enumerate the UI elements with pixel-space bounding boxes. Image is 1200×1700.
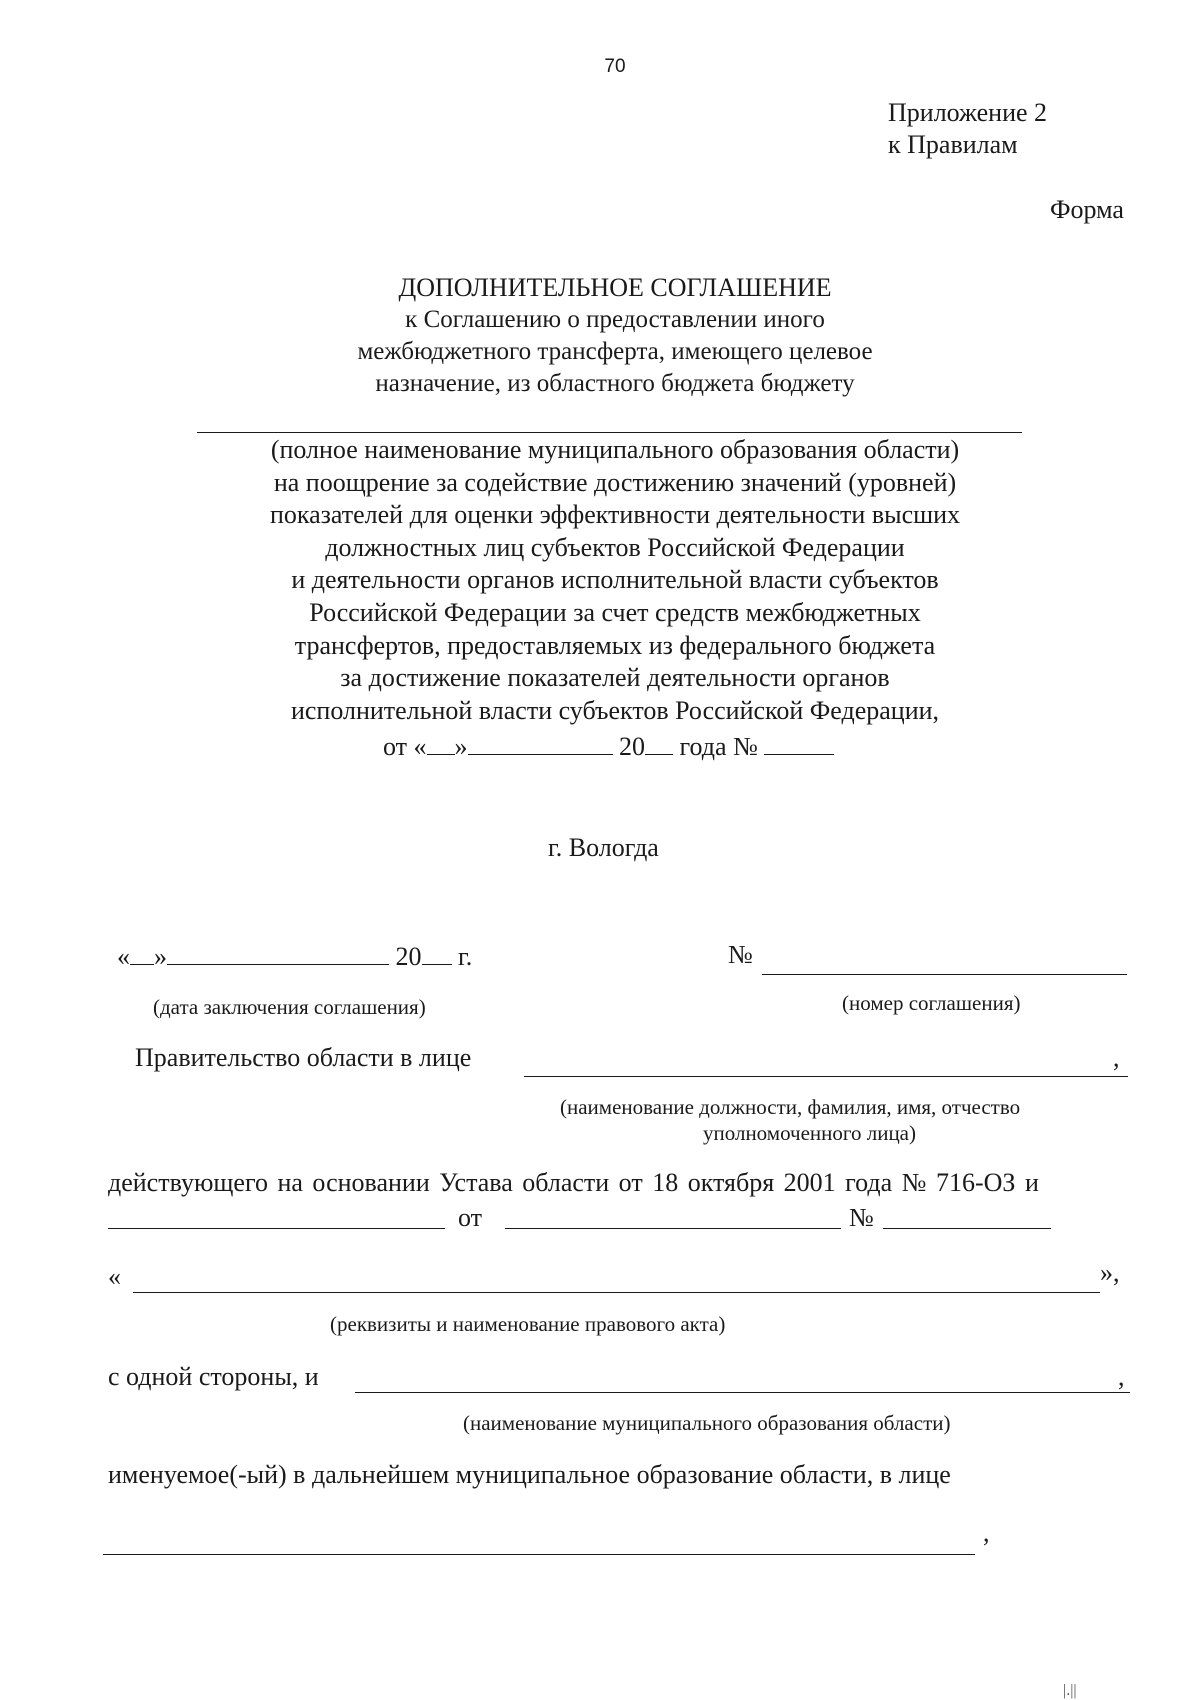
body-line: (полное наименование муниципального образования области) (270, 435, 960, 464)
from-date-line: от « » 20 года № (383, 732, 834, 762)
title-main: ДОПОЛНИТЕЛЬНОЕ СОГЛАШЕНИЕ (398, 273, 832, 302)
subject-description (0, 434, 1200, 727)
body-line: исполнительной власти субъектов Российской Федерации, (290, 695, 940, 725)
legal-act-caption: (реквизиты и наименование правового акта) (330, 1312, 726, 1336)
one-side-text: с одной стороны, и (108, 1362, 319, 1391)
body-line: и деятельности органов исполнительной власти субъектов (291, 565, 939, 595)
appendix-line-2: к Правилам (888, 130, 1018, 159)
form-label: Форма (1050, 195, 1124, 224)
basis-number-sign: № (849, 1203, 874, 1232)
day-blank[interactable] (427, 732, 455, 755)
one-side-comma: , (1118, 1362, 1125, 1391)
act-close-quote: », (1100, 1258, 1120, 1287)
title-line: к Соглашению о предоставлении иного (405, 306, 825, 333)
body-line: на поощрение за содействие достижению значений (уровней) (273, 467, 957, 497)
legal-act-line[interactable] (133, 1292, 1100, 1293)
agreement-date-caption: (дата заключения соглашения) (153, 995, 426, 1019)
appendix-line-1: Приложение 2 (888, 98, 1048, 127)
agreement-day-blank[interactable] (130, 942, 154, 965)
act-open-quote: « (108, 1262, 121, 1291)
agreement-date: « » 20 г. (117, 942, 473, 971)
named-representative-line[interactable] (103, 1554, 975, 1555)
title-line: межбюджетного трансферта, имеющего целевое (357, 338, 873, 365)
basis-date-line[interactable] (505, 1228, 841, 1229)
agreement-number-caption: (номер соглашения) (842, 991, 1021, 1015)
basis-text: действующего на основании Устава области от 18 октября 2001 года № 716-ОЗ и (108, 1168, 1039, 1197)
agreement-year-blank[interactable] (422, 942, 452, 965)
named-text: именуемое(-ый) в дальнейшем муниципальное образование области, в лице (108, 1460, 951, 1489)
representative-line[interactable] (524, 1076, 1128, 1077)
number-blank[interactable] (764, 732, 834, 755)
government-comma: , (1113, 1043, 1120, 1072)
government-text: Правительство области в лице (135, 1043, 472, 1072)
title-line: назначение, из областного бюджета бюджету (375, 370, 855, 397)
page-number: 70 (604, 56, 626, 77)
basis-number-line[interactable] (883, 1228, 1051, 1229)
agreement-month-blank[interactable] (167, 942, 389, 965)
representative-caption-2: уполномоченного лица) (703, 1121, 916, 1145)
named-comma: , (983, 1518, 990, 1547)
corner-mark: |.|| (1063, 1682, 1077, 1699)
agreement-number-sign: № (728, 940, 753, 969)
year-blank[interactable] (645, 732, 673, 755)
municipality-name-line (197, 432, 1022, 433)
body-line: за достижение показателей деятельности органов (340, 663, 890, 693)
body-line: показателей для оценки эффективности деятельности высших (269, 500, 961, 530)
agreement-number-line[interactable] (762, 974, 1127, 975)
basis-from: от (458, 1203, 483, 1232)
month-blank[interactable] (468, 732, 613, 755)
body-line: должностных лиц субъектов Российской Федерации (325, 532, 905, 562)
body-line: Российской Федерации за счет средств межбюджетных (309, 597, 921, 627)
city: г. Вологда (548, 833, 659, 862)
municipality-line[interactable] (355, 1392, 1130, 1393)
body-line: трансфертов, предоставляемых из федерального бюджета (294, 630, 936, 660)
document-title (0, 272, 1200, 400)
municipality-caption: (наименование муниципального образования области) (463, 1411, 951, 1435)
basis-document-line[interactable] (108, 1228, 445, 1229)
representative-caption-1: (наименование должности, фамилия, имя, отчество (560, 1095, 1021, 1119)
